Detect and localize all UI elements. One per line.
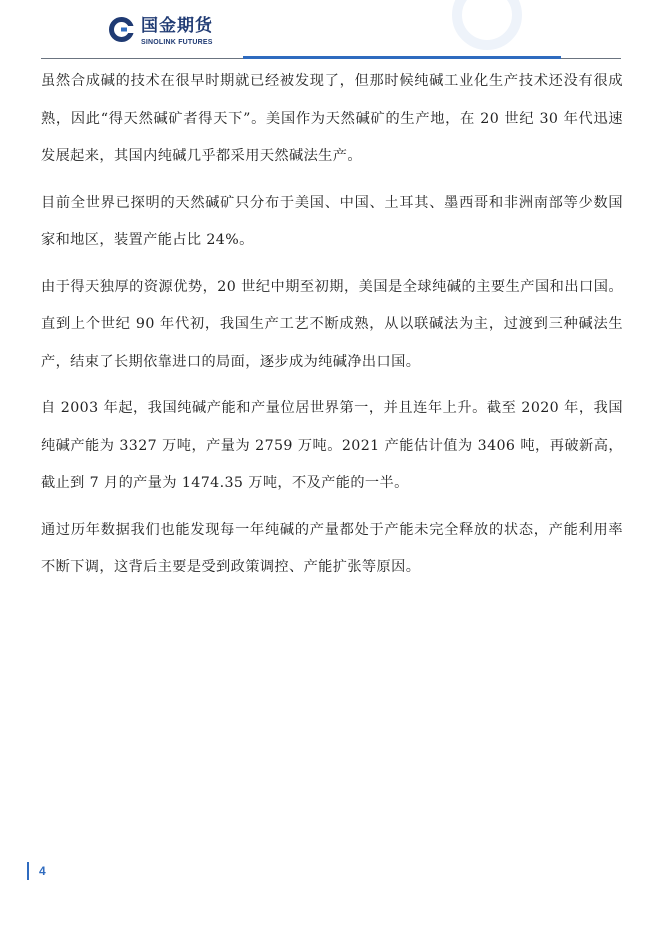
- paragraph-1: 虽然合成碱的技术在很早时期就已经被发现了，但那时候纯碱工业化生产技术还没有很成熟，因此“得天然碱矿者得天下”。美国作为天然碱矿的生产地，在 20 世纪 30 年代迅速发展起来，其国内纯碱几乎都采用天然碱法生产。: [41, 73, 623, 164]
- document-body: [41, 63, 623, 596]
- paragraph-2: 目前全世界已探明的天然碱矿只分布于美国、中国、土耳其、墨西哥和非洲南部等少数国家和地区，装置产能占比 24%。: [41, 194, 623, 248]
- logo-english-name: SINOLINK FUTURES: [141, 39, 213, 46]
- paragraph-3: 由于得天独厚的资源优势，20 世纪中期至初期，美国是全球纯碱的主要生产国和出口国。直到上个世纪 90 年代初，我国生产工艺不断成熟，从以联碱法为主，过渡到三种碱法生产，结束了长期依靠进口的局面，逐步成为纯碱净出口国。: [41, 278, 623, 370]
- page-header: [0, 0, 662, 62]
- page-number: 4: [39, 864, 46, 878]
- header-accent-bar: [243, 56, 561, 59]
- footer-accent-bar: [27, 862, 29, 880]
- sinolink-logo-icon: [109, 17, 134, 42]
- paragraph-4: 自 2003 年起，我国纯碱产能和产量位居世界第一，并且连年上升。截至 2020 年，我国纯碱产能为 3327 万吨，产量为 2759 万吨。2021 产能估计值为 3406 吨，再破新高，截止到 7 月的产量为 1474.35 万吨，不及产能的一半。: [41, 400, 623, 491]
- logo-chinese-name: 国金期货: [141, 16, 213, 36]
- paragraph-5: 通过历年数据我们也能发现每一年纯碱的产量都处于产能未完全释放的状态，产能利用率不断下调，这背后主要是受到政策调控、产能扩张等原因。: [41, 521, 623, 575]
